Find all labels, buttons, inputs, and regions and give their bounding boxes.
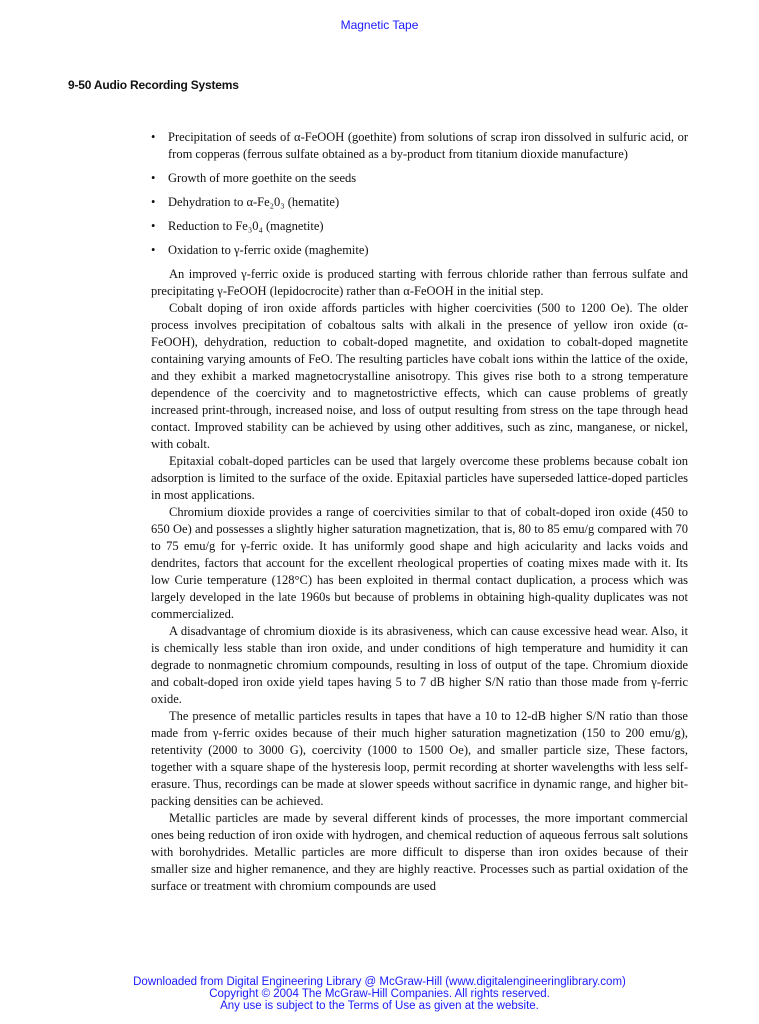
paragraph: Cobalt doping of iron oxide affords particles with higher coercivities (500 to 1200 Oe). The older process involves precipitation of cobaltous salts with alkali in the presence of yellow iron oxide (α-FeOOH), dehydration, reduction to cobalt-doped magnetite, and oxidation to cobalt-doped magnetite containing varying amounts of FeO. The resulting particles have cobalt ions within the lattice of the oxide, and they exhibit a marked magnetocrystalline anisotropy. This gives rise both to a strong temperature dependence of the coercivity and to magnetostrictive effects, which can cause problems of greatly increased print-through, increased noise, and loss of output resulting from stress on the tape through head contact. Improved stability can be achieved by using other additives, such as zinc, manganese, or nickel, with cobalt. (151, 301, 688, 451)
footer-terms-link[interactable]: Any use is subject to the Terms of Use as given at the website. (220, 1000, 539, 1012)
bullet-icon: • (151, 130, 156, 144)
list-item-text: Growth of more goethite on the seeds (168, 171, 357, 185)
list-item (151, 242, 688, 259)
paragraph: Chromium dioxide provides a range of coercivities similar to that of cobalt-doped iron oxide (450 to 650 Oe) and possesses a slightly higher saturation magnetization, that is, 80 to 85 emu/g compared with 70 to 75 emu/g for γ-ferric oxide. It has uniformly good shape and high acicularity and lacks voids and dendrites, factors that account for the excellent rheological properties of coating mixes made with it. Its low Curie temperature (128°C) has been exploited in thermal contact duplication, a process which was largely developed in the late 1960s but because of problems in obtaining high-quality duplicates was not commercialized. (151, 505, 688, 621)
bullet-icon: • (151, 219, 156, 233)
paragraph: Metallic particles are made by several different kinds of processes, the more important commercial ones being reduction of iron oxide with hydrogen, and chemical reduction of aqueous ferrous salt solutions with borohydrides. Metallic particles are more difficult to disperse than iron oxides because of their smaller size and higher remanence, and they are highly reactive. Processes such as partial oxidation of the surface or treatment with chromium compounds are used (151, 811, 688, 893)
running-head-link[interactable]: Magnetic Tape (340, 18, 419, 32)
footer-copyright-link[interactable]: Copyright © 2004 The McGraw-Hill Companies. All rights reserved. (209, 988, 550, 1000)
page-header: 9-50 Audio Recording Systems (68, 78, 239, 92)
list-item (151, 218, 688, 235)
footer (0, 976, 759, 1012)
footer-download-link[interactable]: Downloaded from Digital Engineering Library @ McGraw-Hill (www.digitalengineeringlibrary.com) (133, 976, 626, 988)
bullet-icon: • (151, 243, 156, 257)
bullet-icon: • (151, 171, 156, 185)
process-steps-list (151, 129, 688, 259)
list-item (151, 170, 688, 187)
list-item-text: Reduction to Fe₃0₄ (magnetite) (168, 219, 324, 233)
list-item-text: Dehydration to α-Fe₂0₃ (hematite) (168, 195, 340, 209)
list-item-text: Oxidation to γ-ferric oxide (maghemite) (168, 243, 369, 257)
list-item (151, 129, 688, 163)
bullet-icon: • (151, 195, 156, 209)
paragraph: Epitaxial cobalt-doped particles can be used that largely overcome these problems because cobalt ion adsorption is limited to the surface of the oxide. Epitaxial particles have superseded lattice-doped particles in most applications. (151, 454, 688, 502)
paragraph: The presence of metallic particles results in tapes that have a 10 to 12-dB higher S/N ratio than those made from γ-ferric oxides because of their much higher saturation magnetization (150 to 200 emu/g), retentivity (2000 to 3000 G), coercivity (1000 to 1500 Oe), and smaller particle size, These factors, together with a square shape of the hysteresis loop, permit recording at shorter wavelengths with less self-erasure. Thus, recordings can be made at slower speeds without sacrifice in dynamic range, and higher bit-packing densities can be achieved. (151, 709, 688, 808)
list-item-text: Precipitation of seeds of α-FeOOH (goethite) from solutions of scrap iron dissolved in sulfuric acid, or from copperas (ferrous sulfate obtained as a by-product from titanium dioxide manufacture) (168, 130, 688, 161)
paragraph: A disadvantage of chromium dioxide is its abrasiveness, which can cause excessive head wear. Also, it is chemically less stable than iron oxide, and under conditions of high temperature and humidity it can degrade to nonmagnetic chromium compounds, resulting in loss of output of the tape. Chromium dioxide and cobalt-doped iron oxide yield tapes having 5 to 7 dB higher S/N ratio than those made from γ-ferric oxide. (151, 624, 688, 706)
body-content (151, 129, 688, 895)
paragraph: An improved γ-ferric oxide is produced starting with ferrous chloride rather than ferrous sulfate and precipitating γ-FeOOH (lepidocrocite) rather than α-FeOOH in the initial step. (151, 267, 688, 298)
list-item (151, 194, 688, 211)
